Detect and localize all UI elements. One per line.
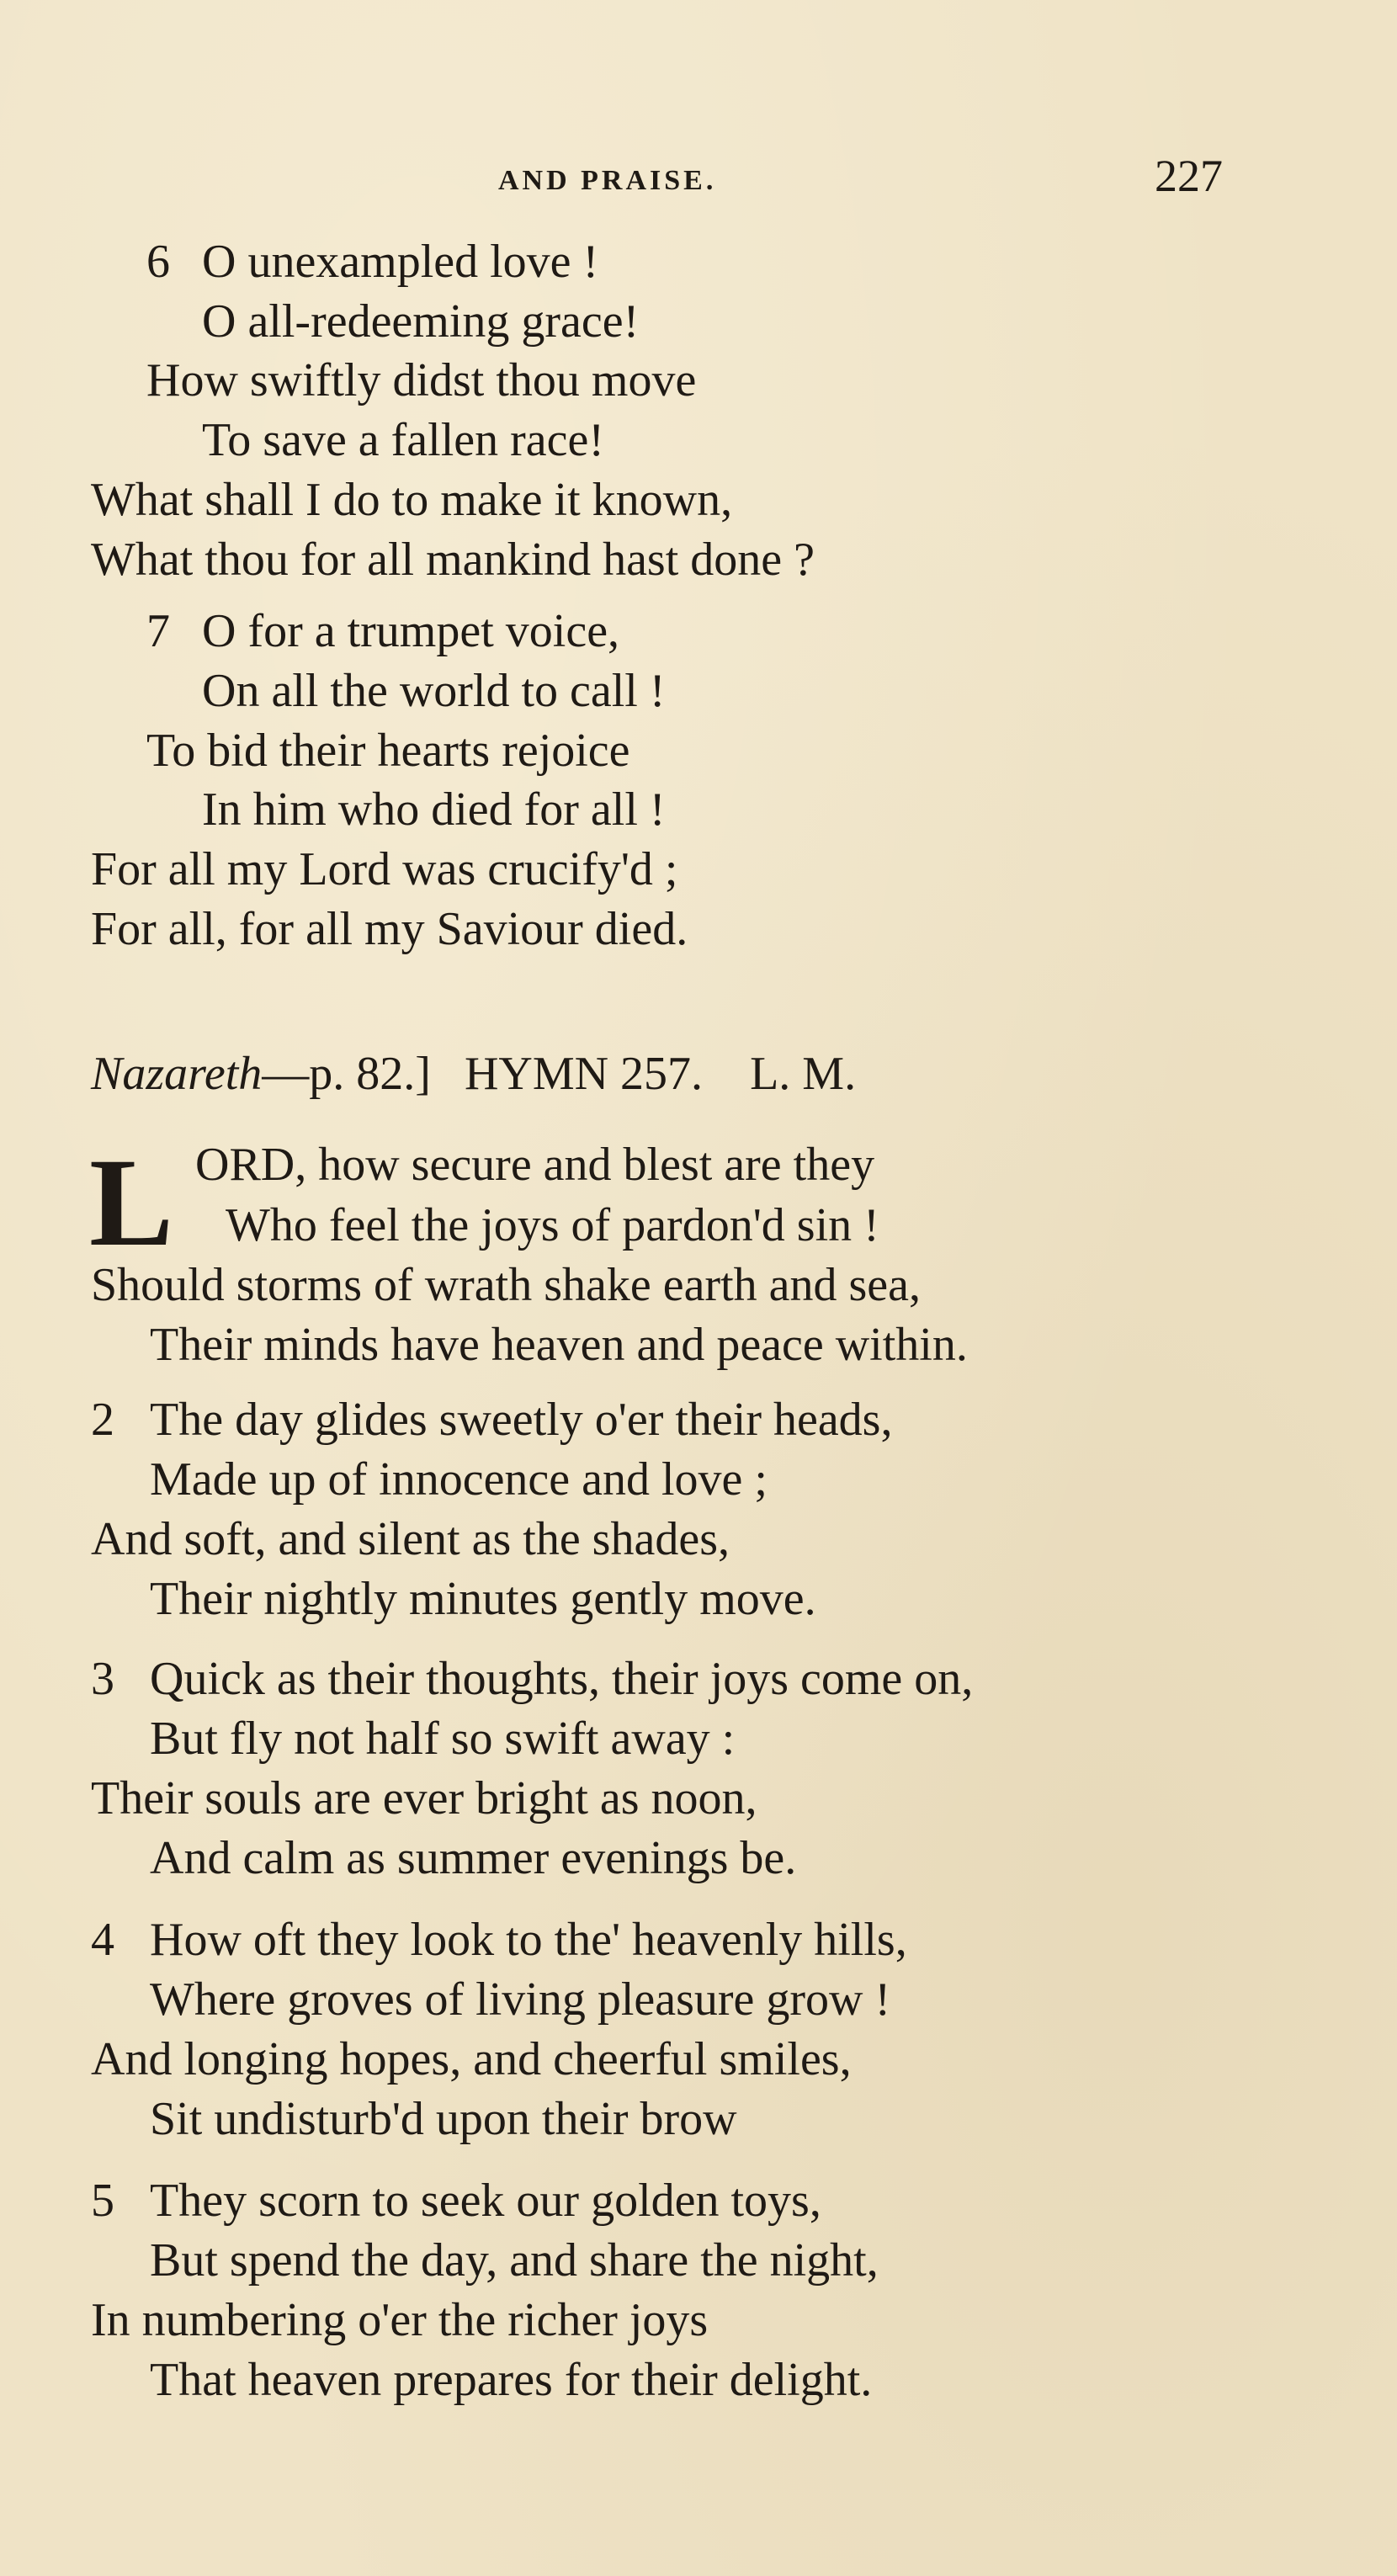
verse-line: That heaven prepares for their delight. — [150, 2354, 873, 2406]
hymn-title: HYMN 257. — [464, 1048, 704, 1100]
verse-line: To save a fallen race! — [202, 414, 604, 466]
verse-line: And soft, and silent as the shades, — [91, 1513, 730, 1565]
page-number: 227 — [1155, 151, 1223, 201]
stanza-number: 5 — [91, 2175, 114, 2227]
verse-line: Where groves of living pleasure grow ! — [150, 1973, 891, 2026]
hymn-meter: L. M. — [750, 1048, 857, 1100]
stanza-number: 4 — [91, 1914, 114, 1966]
hymn-heading — [91, 1047, 856, 1101]
verse-line: To bid their hearts rejoice — [146, 725, 630, 777]
verse-line: For all my Lord was crucify'd ; — [91, 843, 678, 895]
verse-line: Should storms of wrath shake earth and sea, — [91, 1259, 921, 1311]
verse-line: They scorn to seek our golden toys, — [150, 2175, 821, 2227]
verse-line: O all-redeeming grace! — [202, 295, 640, 348]
verse-line: Sit undisturb'd upon their brow — [150, 2093, 737, 2145]
verse-line: O for a trumpet voice, — [202, 605, 620, 657]
verse-line: How swiftly didst thou move — [146, 354, 697, 406]
verse-line: ORD, how secure and blest are they — [195, 1139, 875, 1191]
tune-reference: —p. 82.] — [262, 1048, 431, 1100]
verse-line: Their nightly minutes gently move. — [150, 1573, 816, 1625]
verse-line: O unexampled love ! — [202, 236, 599, 288]
verse-line: But fly not half so swift away : — [150, 1713, 736, 1765]
tune-name: Nazareth — [91, 1048, 263, 1100]
verse-line: What shall I do to make it known, — [91, 474, 733, 526]
verse-line: And calm as summer evenings be. — [150, 1832, 797, 1884]
verse-line: In him who died for all ! — [202, 783, 666, 836]
verse-line: In numbering o'er the richer joys — [91, 2294, 709, 2346]
verse-line: And longing hopes, and cheerful smiles, — [91, 2033, 852, 2085]
stanza-number: 2 — [91, 1394, 114, 1446]
verse-line: For all, for all my Saviour died. — [91, 903, 688, 955]
running-head-title: AND PRAISE. — [498, 165, 717, 196]
stanza-number: 6 — [146, 236, 170, 288]
verse-line: How oft they look to the' heavenly hills, — [150, 1914, 907, 1966]
verse-line: Quick as their thoughts, their joys come on, — [150, 1653, 974, 1705]
verse-line: Their souls are ever bright as noon, — [91, 1772, 757, 1824]
verse-line: Their minds have heaven and peace within. — [150, 1319, 968, 1371]
drop-cap: L — [89, 1133, 174, 1272]
stanza-number: 3 — [91, 1653, 114, 1705]
verse-line: The day glides sweetly o'er their heads, — [150, 1394, 893, 1446]
running-head — [0, 150, 1397, 209]
verse-line: What thou for all mankind hast done ? — [91, 534, 815, 586]
verse-line: On all the world to call ! — [202, 665, 666, 717]
verse-line: But spend the day, and share the night, — [150, 2234, 879, 2287]
stanza-number: 7 — [146, 605, 170, 657]
verse-line: Made up of innocence and love ; — [150, 1453, 768, 1506]
verse-line: Who feel the joys of pardon'd sin ! — [226, 1199, 879, 1251]
